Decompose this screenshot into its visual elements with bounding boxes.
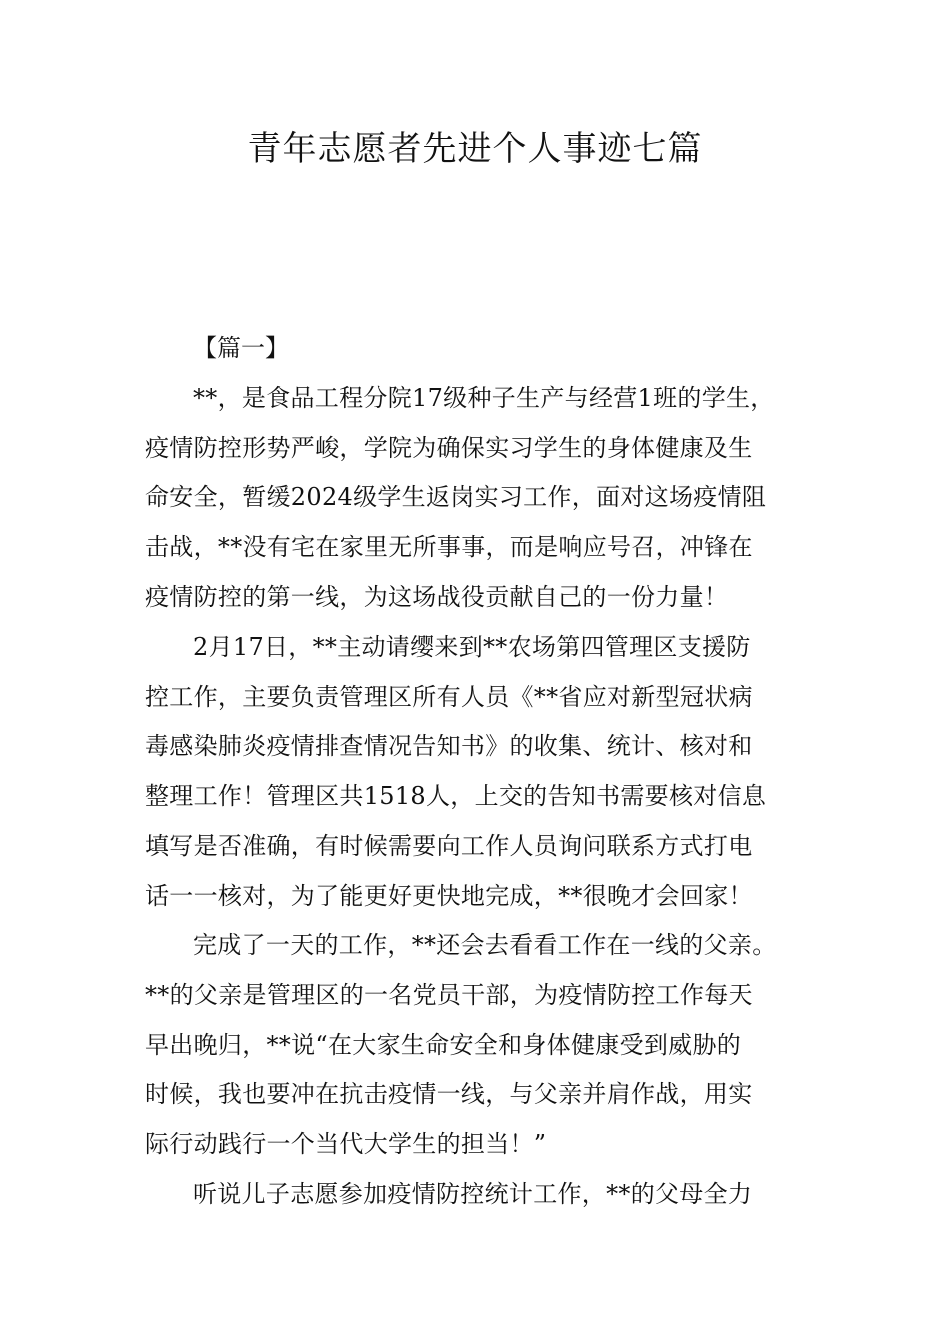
paragraph-line: 听说儿子志愿参加疫情防控统计工作，**的父母全力	[193, 1180, 753, 1208]
paragraph-line: 早出晚归，**说“在大家生命安全和身体健康受到威胁的	[145, 1031, 742, 1059]
paragraph-line: 整理工作！管理区共1518人，上交的告知书需要核对信息	[145, 782, 767, 810]
paragraph-line: 命安全，暂缓2024级学生返岗实习工作，面对这场疫情阻	[145, 483, 767, 511]
paragraph-line: 话一一核对，为了能更好更快地完成，**很晚才会回家！	[145, 882, 753, 910]
section-label: 【篇一】	[193, 334, 289, 362]
paragraph-line: 疫情防控的第一线，为这场战役贡献自己的一份力量！	[145, 583, 729, 611]
paragraph-line: 填写是否准确，有时候需要向工作人员询问联系方式打电	[145, 832, 753, 860]
paragraph-line: 2月17日，**主动请缨来到**农场第四管理区支援防	[193, 633, 751, 661]
paragraph-line: 控工作，主要负责管理区所有人员《**省应对新型冠状病	[145, 683, 753, 711]
paragraph-line: 击战，**没有宅在家里无所事事，而是响应号召，冲锋在	[145, 533, 753, 561]
document-title: 青年志愿者先进个人事迹七篇	[247, 129, 703, 169]
paragraph-line: 完成了一天的工作，**还会去看看工作在一线的父亲。	[193, 931, 777, 959]
paragraph-line: **，是食品工程分院17级种子生产与经营1班的学生，	[193, 384, 775, 412]
paragraph-line: 毒感染肺炎疫情排查情况告知书》的收集、统计、核对和	[145, 732, 753, 760]
paragraph-line: 疫情防控形势严峻，学院为确保实习学生的身体健康及生	[145, 434, 753, 462]
paragraph-line: 时候，我也要冲在抗击疫情一线，与父亲并肩作战，用实	[145, 1080, 753, 1108]
paragraph-line: **的父亲是管理区的一名党员干部，为疫情防控工作每天	[145, 981, 753, 1009]
paragraph-line: 际行动践行一个当代大学生的担当！”	[145, 1130, 547, 1158]
